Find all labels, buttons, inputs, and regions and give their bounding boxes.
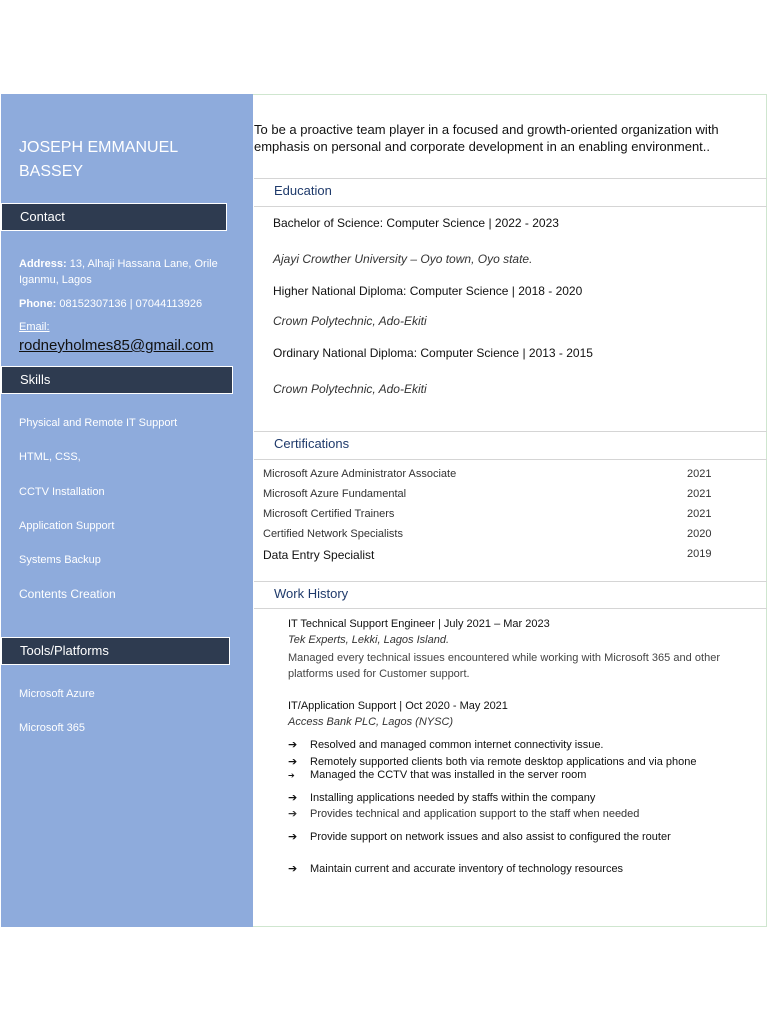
phone-label: Phone: xyxy=(19,298,57,310)
certification-year: 2021 xyxy=(687,508,712,520)
certification-name: Microsoft Azure Administrator Associate xyxy=(263,468,457,480)
education-school: Crown Polytechnic, Ado-Ekiti xyxy=(273,382,427,396)
arrow-icon: ➔ xyxy=(288,831,298,843)
education-school: Ajayi Crowther University – Oyo town, Oyo state. xyxy=(273,252,533,266)
arrow-icon: ➔ xyxy=(288,771,295,780)
education-degree: Ordinary National Diploma: Computer Science | 2013 - 2015 xyxy=(273,346,593,360)
divider xyxy=(254,431,767,432)
phone-value: 08152307136 | 07044113926 xyxy=(56,298,203,310)
arrow-icon: ➔ xyxy=(288,792,298,804)
skill-item: Contents Creation xyxy=(19,587,116,601)
skill-item: Application Support xyxy=(19,520,115,532)
job-bullet: ➔ Provides technical and application support to the staff when needed xyxy=(288,808,640,820)
certification-name: Certified Network Specialists xyxy=(263,528,403,540)
skill-item: Systems Backup xyxy=(19,554,101,566)
certification-year: 2019 xyxy=(687,548,712,560)
job-organization: Access Bank PLC, Lagos (NYSC) xyxy=(288,716,454,728)
education-title: Education xyxy=(274,183,332,198)
tools-header: Tools/Platforms xyxy=(1,637,230,665)
job-title: IT Technical Support Engineer | July 2021 – Mar 2023 xyxy=(288,618,550,630)
tool-item: Microsoft 365 xyxy=(19,722,86,734)
education-school: Crown Polytechnic, Ado-Ekiti xyxy=(273,314,427,328)
candidate-name: JOSEPH EMMANUEL BASSEY xyxy=(19,139,178,180)
divider xyxy=(254,581,767,582)
job-bullet: ➔ Managed the CCTV that was installed in the server room xyxy=(288,769,587,781)
job-title: IT/Application Support | Oct 2020 - May 2021 xyxy=(288,700,508,712)
job-bullet: ➔ Resolved and managed common internet connectivity issue. xyxy=(288,739,604,751)
certification-name: Microsoft Certified Trainers xyxy=(263,508,395,520)
arrow-icon: ➔ xyxy=(288,756,298,768)
phone-line xyxy=(19,296,239,312)
skill-item: CCTV Installation xyxy=(19,486,105,498)
email-label-line xyxy=(19,319,239,335)
divider xyxy=(254,459,767,460)
certifications-title: Certifications xyxy=(274,436,350,451)
job-bullet: ➔ Provide support on network issues and also assist to configured the router xyxy=(288,831,671,843)
address-value: 13, Alhaji Hassana Lane, Orile Iganmu, Lagos xyxy=(19,258,218,286)
certification-year: 2021 xyxy=(687,468,712,480)
divider xyxy=(254,608,767,609)
certification-name: Data Entry Specialist xyxy=(263,548,375,562)
skills-header: Skills xyxy=(1,366,233,394)
address-label: Address: xyxy=(19,258,67,270)
job-organization: Tek Experts, Lekki, Lagos Island. xyxy=(288,634,450,646)
certification-name: Microsoft Azure Fundamental xyxy=(263,488,407,500)
skill-item: HTML, CSS, xyxy=(19,451,81,463)
work-history-title: Work History xyxy=(274,586,349,601)
job-bullet: ➔ Remotely supported clients both via remote desktop applications and via phone xyxy=(288,756,697,768)
email-link[interactable]: rodneyholmes85@gmail.com xyxy=(19,337,214,354)
divider xyxy=(254,178,767,179)
divider xyxy=(254,206,767,207)
job-bullet: ➔ Installing applications needed by staffs within the company xyxy=(288,792,596,804)
education-degree: Bachelor of Science: Computer Science | 2022 - 2023 xyxy=(273,216,559,230)
address-line xyxy=(19,256,239,288)
objective-statement: To be a proactive team player in a focused and growth-oriented organization with emphasis on personal and corporate development in an enabling environment.. xyxy=(254,122,719,154)
job-description: Managed every technical issues encountered while working with Microsoft 365 and other platforms used for Customer support. xyxy=(288,652,720,680)
education-degree: Higher National Diploma: Computer Science | 2018 - 2020 xyxy=(273,284,583,298)
contact-header: Contact xyxy=(1,203,227,231)
arrow-icon: ➔ xyxy=(288,739,298,751)
arrow-icon: ➔ xyxy=(288,863,298,875)
certification-year: 2020 xyxy=(687,528,712,540)
skill-item: Physical and Remote IT Support xyxy=(19,417,178,429)
email-label: Email: xyxy=(19,321,50,333)
tool-item: Microsoft Azure xyxy=(19,688,95,700)
certification-year: 2021 xyxy=(687,488,712,500)
arrow-icon: ➔ xyxy=(288,808,298,820)
job-bullet: ➔ Maintain current and accurate inventory of technology resources xyxy=(288,863,624,875)
